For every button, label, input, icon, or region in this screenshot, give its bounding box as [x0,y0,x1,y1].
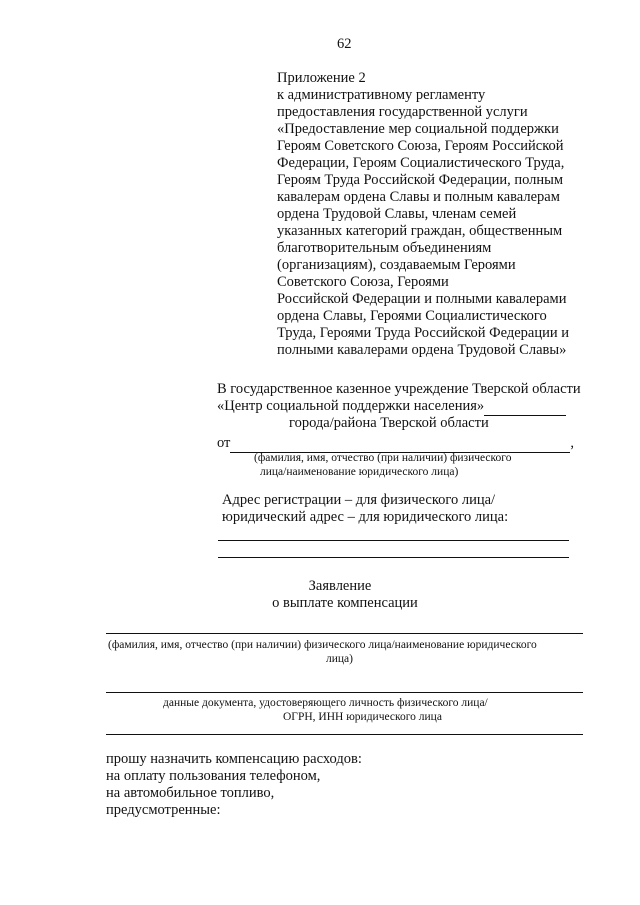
appendix-line: кавалерам ордена Славы и полным кавалерам [277,189,560,205]
appendix-line: Труда, Героями Труда Российской Федерации и [277,325,570,341]
identity-document-hint: ОГРН, ИНН юридического лица [283,711,442,723]
appendix-line: Приложение 2 [277,70,366,86]
request-line: на оплату пользования телефоном, [106,768,321,784]
address-field-1[interactable] [218,540,569,541]
identity-document-hint: данные документа, удостоверяющего личность физического лица/ [163,697,488,709]
from-label: от [217,435,231,451]
addressee-line: В государственное казенное учреждение Тверской области [217,381,581,397]
appendix-line: ордена Трудовой Славы, членам семей [277,206,517,222]
page-number: 62 [337,36,352,52]
address-line: Адрес регистрации – для физического лица/ [222,492,496,508]
request-line: прошу назначить компенсацию расходов: [106,751,362,767]
appendix-line: Российской Федерации и полными кавалерами [277,291,567,307]
addressee-center-name: «Центр социальной поддержки населения» [217,398,485,414]
addressee-line: города/района Тверской области [289,415,489,431]
appendix-line: Героям Труда Российской Федерации, полным [277,172,564,188]
appendix-line: предоставления государственной услуги [277,104,528,120]
address-line: юридический адрес – для юридического лица: [222,509,509,525]
from-hint: лица/наименование юридического лица) [260,466,459,478]
applicant-name-hint: лица) [326,653,353,665]
appendix-line: Героям Советского Союза, Героям Российской [277,138,564,154]
appendix-line: ордена Славы, Героями Социалистического [277,308,547,324]
addressee-line [217,398,566,416]
address-field-2[interactable] [218,557,569,558]
statement-title: Заявление [308,578,372,594]
appendix-line: полными кавалерами ордена Трудовой Славы» [277,342,567,358]
statement-subtitle: о выплате компенсации [272,595,418,611]
from-hint: (фамилия, имя, отчество (при наличии) физического [254,452,512,464]
identity-document-field[interactable] [106,692,583,693]
center-name-blank[interactable] [484,398,566,416]
appendix-line: Федерации, Героям Социалистического Труда, [277,155,565,171]
identity-document-field-2[interactable] [106,734,583,735]
appendix-line: благотворительным объединениям [277,240,492,256]
request-line: предусмотренные: [106,802,221,818]
applicant-name-field[interactable] [106,633,583,634]
request-line: на автомобильное топливо, [106,785,275,801]
appendix-line: «Предоставление мер социальной поддержки [277,121,559,137]
appendix-line: указанных категорий граждан, общественным [277,223,563,239]
appendix-line: Советского Союза, Героями [277,274,449,290]
applicant-name-hint: (фамилия, имя, отчество (при наличии) физического лица/наименование юридического [108,639,537,651]
appendix-line: к административному регламенту [277,87,486,103]
from-comma: , [570,435,575,451]
appendix-line: (организациям), создаваемым Героями [277,257,516,273]
